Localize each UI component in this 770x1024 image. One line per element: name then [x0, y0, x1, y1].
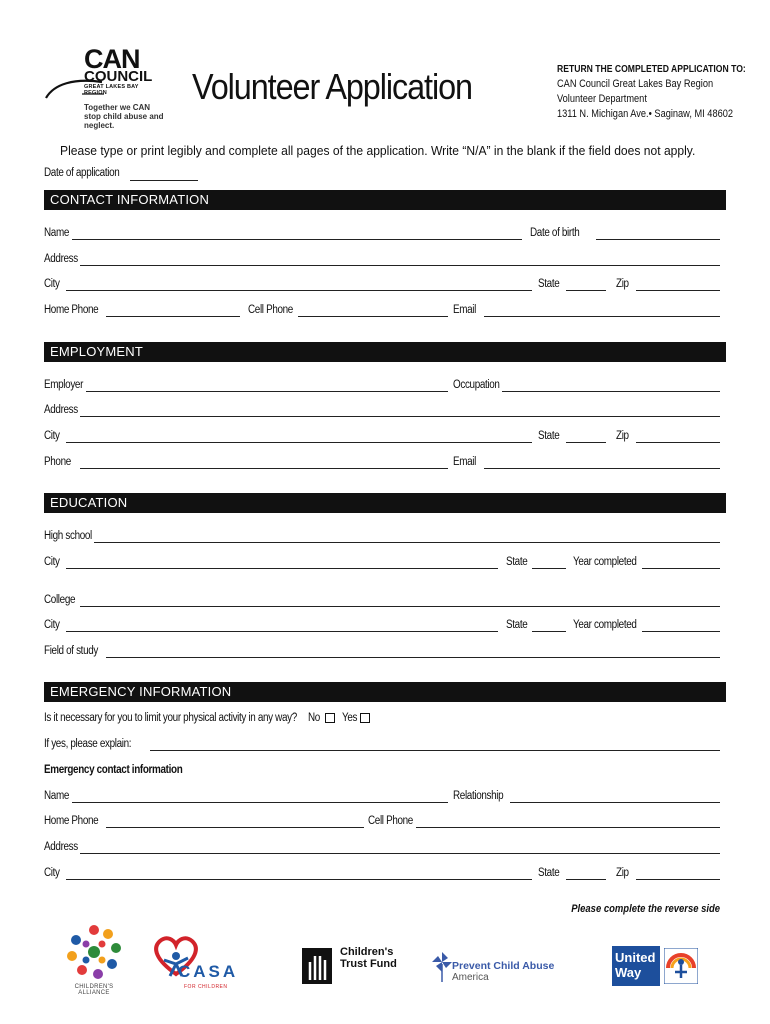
explain-field[interactable] — [150, 750, 720, 751]
return-address — [557, 62, 747, 122]
employment-section-header — [44, 342, 726, 362]
emergency-city-label: City — [44, 867, 60, 879]
date-of-application-label: Date of application — [44, 167, 120, 179]
physical-limit-no-label: No — [308, 712, 320, 724]
employment-heading: EMPLOYMENT — [50, 344, 144, 359]
contact-dob-label: Date of birth — [530, 227, 580, 239]
hand-rainbow-icon — [664, 948, 698, 984]
high-school-label: High school — [44, 530, 92, 542]
emergency-name-label: Name — [44, 790, 70, 802]
page-title: Volunteer Application — [192, 66, 472, 107]
college-year-label: Year completed — [573, 619, 637, 631]
occupation-label: Occupation — [453, 379, 500, 391]
emergency-state-label: State — [538, 867, 560, 879]
casa-sub: FOR CHILDREN — [184, 984, 228, 990]
physical-limit-question: Is it necessary for you to limit your physical activity in any way? — [44, 712, 297, 724]
emergency-cell-phone-label: Cell Phone — [368, 815, 413, 827]
ctf-line-1: Children's — [340, 946, 394, 958]
college-state-label: State — [506, 619, 528, 631]
childrens-trust-fund-logo — [300, 944, 400, 994]
emergency-relationship-field[interactable] — [510, 802, 720, 803]
employer-label: Employer — [44, 379, 84, 391]
ctf-line-2: Trust Fund — [340, 958, 397, 970]
contact-zip-label: Zip — [616, 278, 629, 290]
contact-name-field[interactable] — [72, 239, 522, 240]
college-city-field[interactable] — [66, 631, 498, 632]
casa-name: CASA — [178, 962, 239, 981]
high-school-city-field[interactable] — [66, 568, 498, 569]
employment-state-label: State — [538, 430, 560, 442]
employment-phone-label: Phone — [44, 456, 71, 468]
high-school-city-label: City — [44, 556, 60, 568]
logo-name: CAN — [84, 44, 140, 74]
college-year-field[interactable] — [642, 631, 720, 632]
field-of-study-field[interactable] — [106, 657, 720, 658]
emergency-home-phone-field[interactable] — [106, 827, 364, 828]
contact-city-field[interactable] — [66, 290, 532, 291]
emergency-cell-phone-field[interactable] — [416, 827, 720, 828]
uw-line-2: Way — [615, 965, 642, 980]
reverse-side-note: Please complete the reverse side — [571, 903, 720, 915]
casa-logo — [150, 934, 290, 1000]
emergency-zip-field[interactable] — [636, 879, 720, 880]
emergency-address-label: Address — [44, 841, 78, 853]
logo-region: GREAT LAKES BAY REGION — [84, 84, 139, 96]
contact-city-label: City — [44, 278, 60, 290]
pcaa-line-1: Prevent Child Abuse — [452, 960, 555, 972]
date-of-application-field[interactable] — [130, 180, 198, 181]
occupation-field[interactable] — [502, 391, 720, 392]
employment-address-label: Address — [44, 404, 78, 416]
contact-email-label: Email — [453, 304, 477, 316]
prevent-child-abuse-logo — [432, 952, 572, 992]
contact-cell-phone-label: Cell Phone — [248, 304, 293, 316]
contact-cell-phone-field[interactable] — [298, 316, 448, 317]
high-school-state-field[interactable] — [532, 568, 566, 569]
high-school-year-label: Year completed — [573, 556, 637, 568]
childrens-alliance-logo — [62, 920, 126, 1004]
education-section-header — [44, 493, 726, 513]
college-label: College — [44, 594, 76, 606]
emergency-state-field[interactable] — [566, 879, 606, 880]
united-way-logo — [612, 946, 696, 988]
employment-state-field[interactable] — [566, 442, 606, 443]
employment-email-label: Email — [453, 456, 477, 468]
employment-address-field[interactable] — [80, 416, 720, 417]
physical-limit-yes-checkbox[interactable] — [360, 713, 370, 723]
college-city-label: City — [44, 619, 60, 631]
emergency-contact-heading: Emergency contact information — [44, 764, 183, 776]
hand-icon — [300, 944, 338, 988]
emergency-relationship-label: Relationship — [453, 790, 504, 802]
employment-city-field[interactable] — [66, 442, 532, 443]
physical-limit-no-checkbox[interactable] — [325, 713, 335, 723]
contact-home-phone-label: Home Phone — [44, 304, 99, 316]
field-of-study-label: Field of study — [44, 645, 99, 657]
can-council-logo — [44, 44, 164, 134]
explain-label: If yes, please explain: — [44, 738, 132, 750]
employer-field[interactable] — [86, 391, 448, 392]
contact-zip-field[interactable] — [636, 290, 720, 291]
contact-dob-field[interactable] — [596, 239, 720, 240]
emergency-address-field[interactable] — [80, 853, 720, 854]
emergency-home-phone-label: Home Phone — [44, 815, 99, 827]
employment-city-label: City — [44, 430, 60, 442]
employment-email-field[interactable] — [484, 468, 720, 469]
education-heading: EDUCATION — [50, 495, 128, 510]
physical-limit-yes-label: Yes — [342, 712, 358, 724]
logo-tagline: Together we CAN stop child abuse and neglect. — [84, 103, 164, 130]
pcaa-line-2: America — [452, 972, 489, 983]
handprints-icon — [62, 920, 126, 984]
return-line-2: Volunteer Department — [557, 93, 647, 105]
high-school-state-label: State — [506, 556, 528, 568]
return-line-1: CAN Council Great Lakes Bay Region — [557, 78, 714, 90]
uw-line-1: United — [615, 950, 656, 965]
high-school-field[interactable] — [94, 542, 720, 543]
employment-zip-label: Zip — [616, 430, 629, 442]
contact-address-label: Address — [44, 253, 78, 265]
emergency-heading: EMERGENCY INFORMATION — [50, 684, 232, 699]
contact-name-label: Name — [44, 227, 70, 239]
pinwheel-icon — [432, 952, 452, 982]
contact-email-field[interactable] — [484, 316, 720, 317]
employment-phone-field[interactable] — [80, 468, 448, 469]
return-heading: RETURN THE COMPLETED APPLICATION TO: — [557, 63, 746, 75]
college-field[interactable] — [80, 606, 720, 607]
college-state-field[interactable] — [532, 631, 566, 632]
emergency-zip-label: Zip — [616, 867, 629, 879]
contact-heading: CONTACT INFORMATION — [50, 192, 210, 207]
contact-address-field[interactable] — [80, 265, 720, 266]
contact-state-label: State — [538, 278, 560, 290]
contact-home-phone-field[interactable] — [106, 316, 240, 317]
instructions: Please type or print legibly and complete all pages of the application. Write “N/A” in the blank if the field does not apply. — [60, 143, 696, 158]
return-line-3: 1311 N. Michigan Ave.• Saginaw, MI 48602 — [557, 108, 734, 120]
contact-section-header — [44, 190, 726, 210]
emergency-name-field[interactable] — [72, 802, 448, 803]
high-school-year-field[interactable] — [642, 568, 720, 569]
alliance-name: CHILDREN'S ALLIANCE — [74, 984, 114, 996]
emergency-section-header — [44, 682, 726, 702]
contact-state-field[interactable] — [566, 290, 606, 291]
employment-zip-field[interactable] — [636, 442, 720, 443]
emergency-city-field[interactable] — [66, 879, 532, 880]
logo-sub: COUNCIL — [84, 68, 153, 85]
